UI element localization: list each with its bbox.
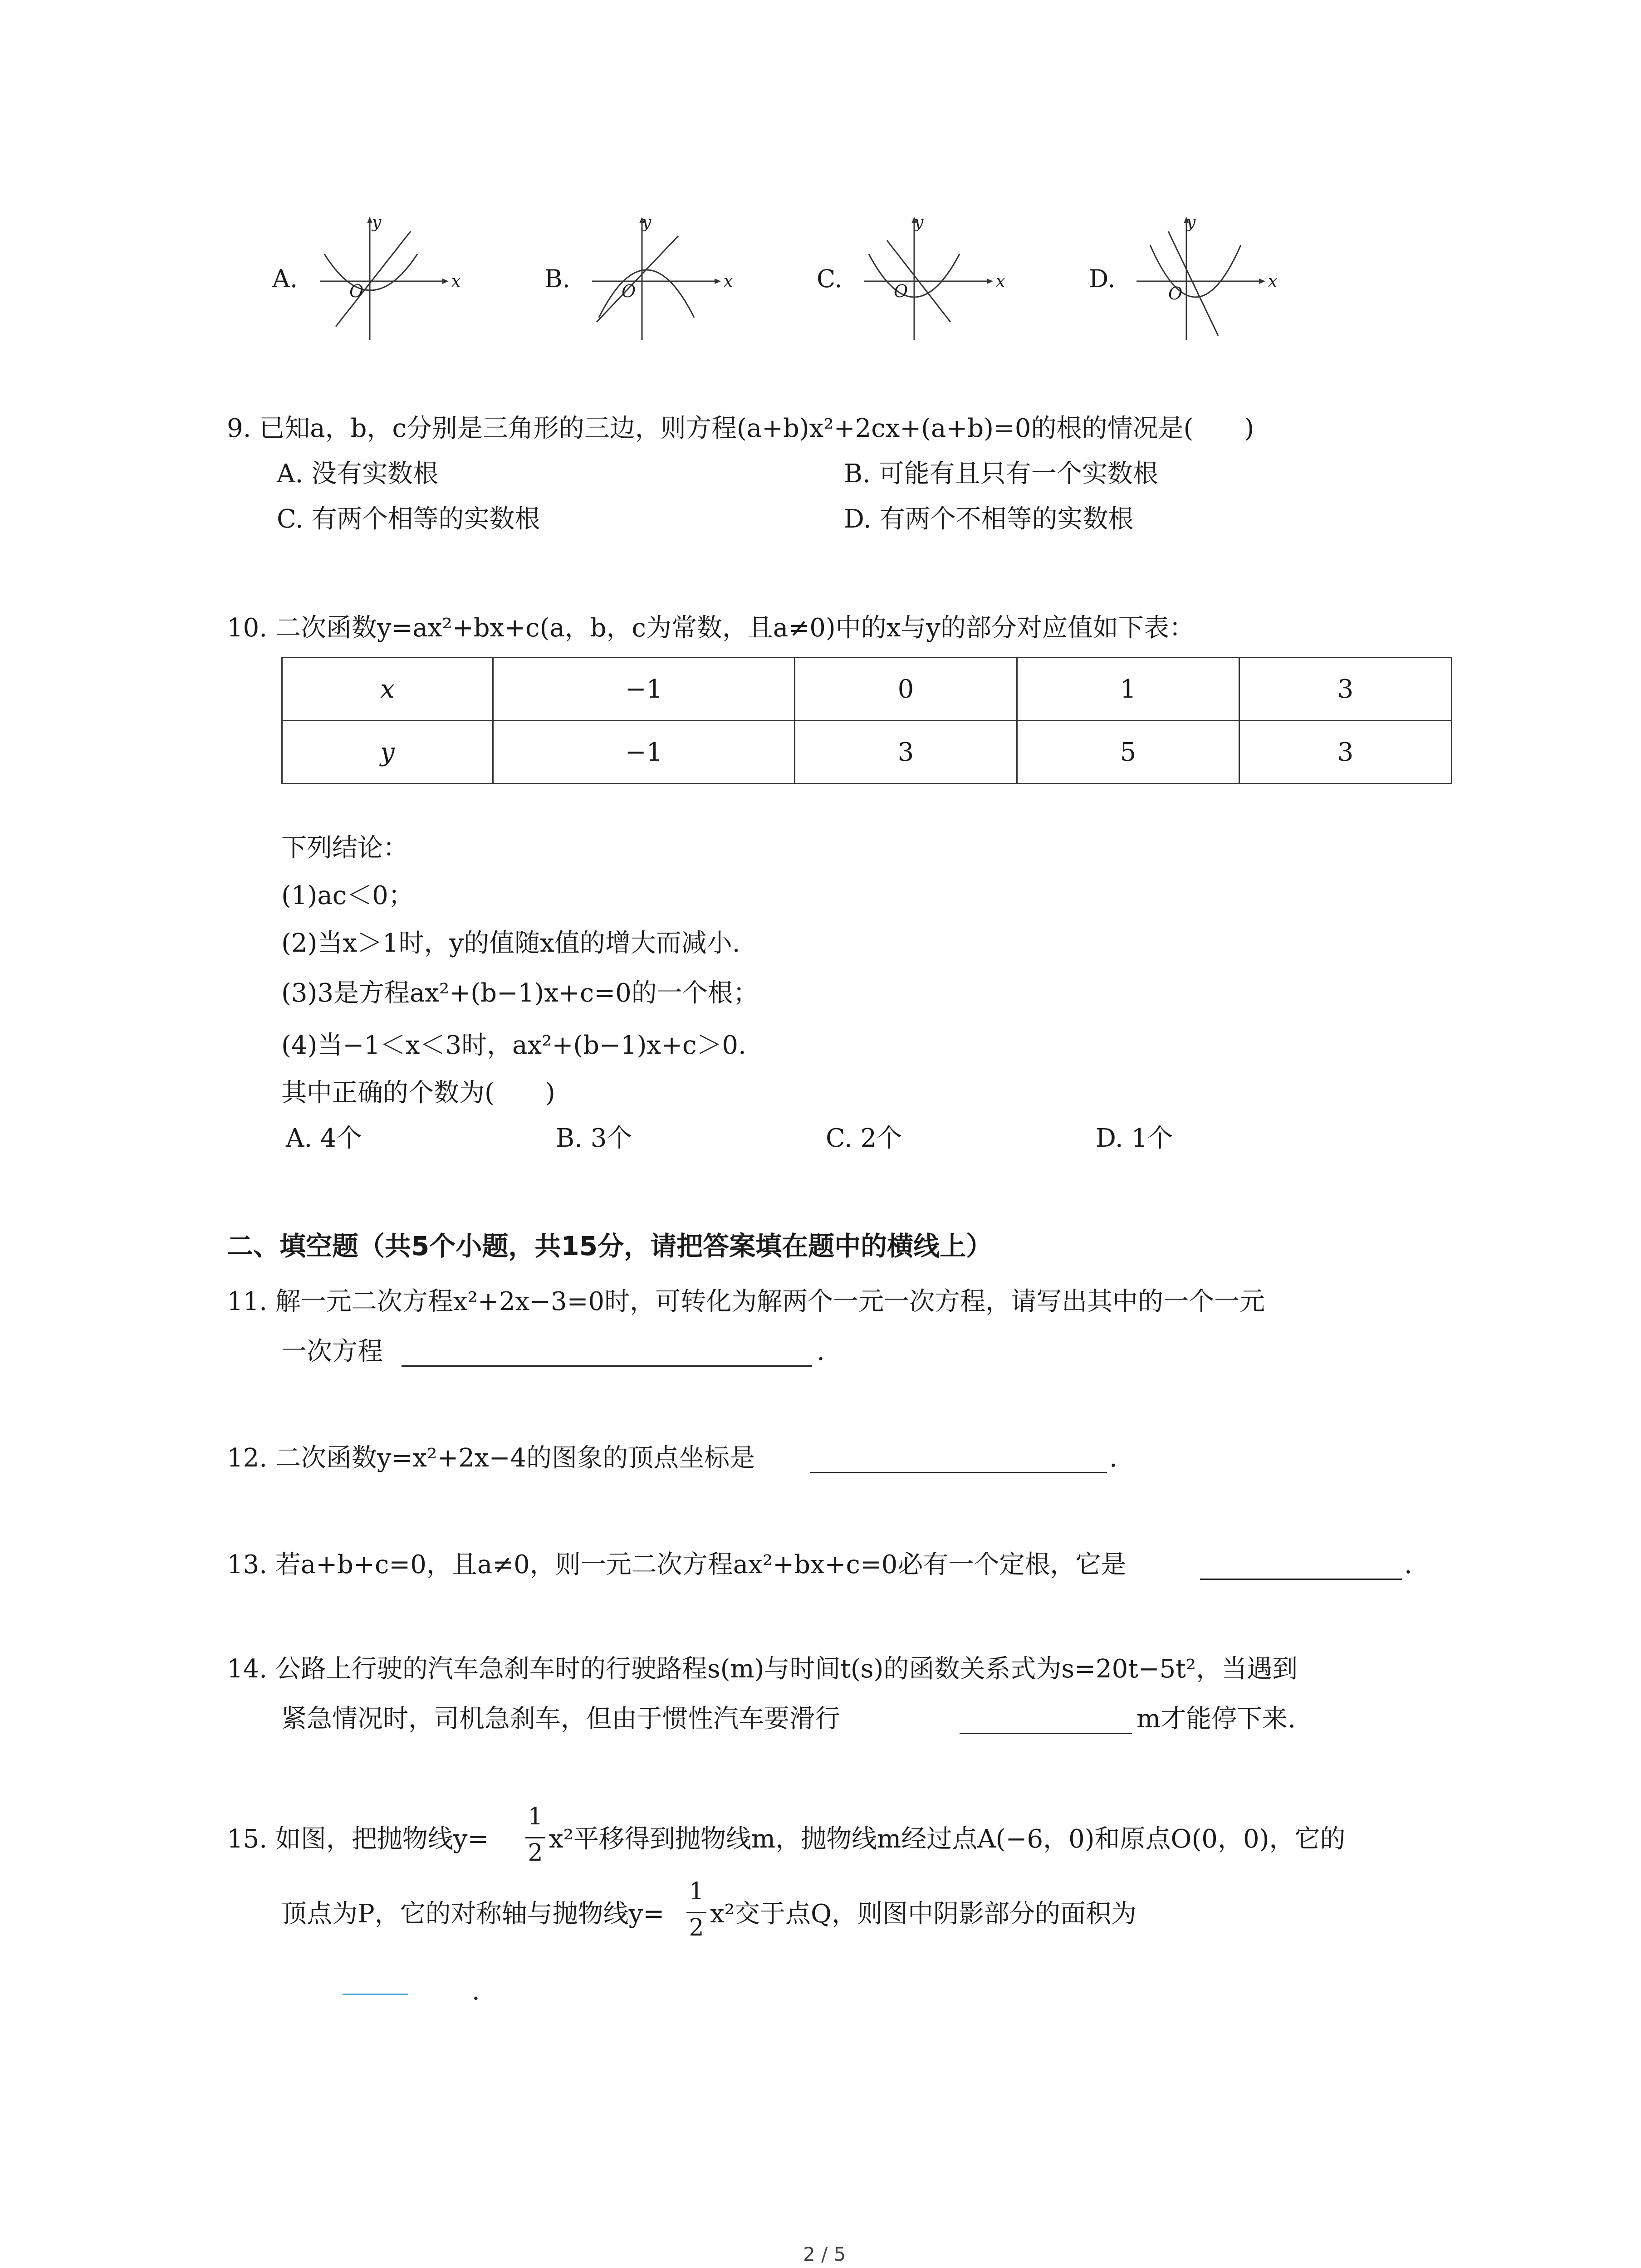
section-title: 二、填空题（共5个小题，共15分，请把答案填在题中的横线上） (227, 1231, 993, 1261)
q12-end: . (1109, 1443, 1117, 1473)
origin-label: O (349, 281, 364, 301)
q8-option-d[interactable] (1089, 213, 1278, 345)
q11-answer-blank[interactable] (402, 1365, 812, 1367)
origin-label: O (894, 281, 908, 301)
table-cell: 1 (1017, 658, 1239, 721)
option-label: C. (817, 264, 843, 293)
q11-line1: 11. 解一元二次方程x²+2x−3=0时，可转化为解两个一元一次方程，请写出其中的一个一元 (227, 1287, 1265, 1316)
table-cell: 3 (1239, 721, 1452, 784)
table-cell: 3 (1239, 658, 1452, 721)
axis-x-label: x (996, 272, 1005, 291)
axis-y-label: y (914, 213, 924, 232)
q10-conclusion-2: (2)当x＞1时，y的值随x值的增大而减小. (281, 929, 740, 958)
option-label: D. (1089, 264, 1116, 293)
q8-option-c[interactable] (817, 213, 1005, 345)
fraction-bar (525, 1837, 545, 1838)
q15-line1b: x²平移得到抛物线m，抛物线m经过点A(−6，0)和原点O(0，0)，它的 (549, 1824, 1346, 1854)
q10-conclusion-intro: 下列结论： (281, 833, 408, 863)
q8-option-b[interactable] (544, 213, 733, 345)
fraction-denominator: 2 (689, 1914, 704, 1941)
q14-answer-blank[interactable] (960, 1733, 1132, 1734)
q13-end: . (1404, 1550, 1412, 1579)
q10-value-table (281, 657, 1452, 784)
origin-label: O (1168, 284, 1183, 303)
axis-x-label: x (724, 272, 733, 291)
q9-option-c[interactable]: C. 有两个相等的实数根 (277, 504, 540, 534)
page-number: 2 / 5 (803, 2243, 846, 2265)
q9-stem: 9. 已知a，b，c分别是三角形的三边，则方程(a+b)x²+2cx+(a+b)=0的根的情况是( ) (227, 414, 1254, 443)
option-label: B. (544, 264, 570, 293)
axis-x-label: x (451, 272, 461, 291)
q14-line2a: 紧急情况时，司机急刹车，但由于惯性汽车要滑行 (281, 1704, 840, 1734)
q13-answer-blank[interactable] (1200, 1579, 1402, 1580)
table-cell: 5 (1017, 721, 1239, 784)
q10-option-b[interactable]: B. 3个 (556, 1124, 632, 1153)
q11-line2: 一次方程 (281, 1337, 383, 1366)
option-label: A. (272, 264, 298, 293)
axis-y-label: y (1186, 213, 1196, 232)
graph-c (860, 213, 996, 345)
q9-option-d[interactable]: D. 有两个不相等的实数根 (844, 504, 1134, 534)
table-cell: y (282, 721, 493, 784)
q9-option-b[interactable]: B. 可能有且只有一个实数根 (844, 459, 1158, 489)
fraction-denominator: 2 (528, 1839, 543, 1867)
axis-y-label: y (372, 213, 382, 232)
q10-option-d[interactable]: D. 1个 (1096, 1124, 1173, 1153)
q15-line2a: 顶点为P，它的对称轴与抛物线y= (281, 1899, 665, 1929)
q15-end: . (472, 1976, 480, 2006)
table-row (282, 658, 1452, 721)
q10-conclusion-3: (3)3是方程ax²+(b−1)x+c=0的一个根； (281, 978, 759, 1008)
q14-line1: 14. 公路上行驶的汽车急刹车时的行驶路程s(m)与时间t(s)的函数关系式为s=20t−5t²，当遇到 (227, 1654, 1298, 1684)
q11-end: . (817, 1337, 825, 1366)
q10-conclusion-1: (1)ac＜0； (281, 881, 414, 910)
table-cell: −1 (493, 658, 795, 721)
q15-line2b: x²交于点Q，则图中阴影部分的面积为 (710, 1899, 1136, 1929)
q10-option-c[interactable]: C. 2个 (826, 1124, 902, 1153)
q14-line2b: m才能停下来. (1136, 1704, 1296, 1734)
axis-x-label: x (1268, 272, 1278, 291)
origin-label: O (622, 281, 636, 301)
graph-b (588, 213, 724, 345)
q8-option-a[interactable] (272, 213, 461, 345)
q10-option-a[interactable]: A. 4个 (286, 1124, 362, 1153)
table-cell: 3 (795, 721, 1017, 784)
q12-answer-blank[interactable] (810, 1472, 1107, 1473)
q10-stem: 10. 二次函数y=ax²+bx+c(a，b，c为常数，且a≠0)中的x与y的部分对应值如下表： (227, 613, 1195, 643)
q10-question: 其中正确的个数为( ) (281, 1078, 555, 1108)
q15-line1a: 15. 如图，把抛物线y= (227, 1824, 489, 1854)
axis-y-label: y (642, 213, 652, 232)
fraction-numerator: 1 (689, 1878, 704, 1905)
table-cell: x (282, 658, 493, 721)
q10-conclusion-4: (4)当−1＜x＜3时，ax²+(b−1)x+c＞0. (281, 1031, 746, 1060)
fraction-bar (686, 1912, 706, 1913)
q9-option-a[interactable]: A. 没有实数根 (277, 459, 439, 489)
table-cell: 0 (795, 658, 1017, 721)
table-cell: −1 (493, 721, 795, 784)
q13-text: 13. 若a+b+c=0，且a≠0，则一元二次方程ax²+bx+c=0必有一个定根，它是 (227, 1550, 1127, 1579)
graph-a (315, 213, 451, 345)
q15-answer-blank[interactable] (343, 1994, 408, 1995)
graph-d (1132, 213, 1268, 345)
fraction-numerator: 1 (528, 1803, 543, 1830)
table-row (282, 721, 1452, 784)
q12-text: 12. 二次函数y=x²+2x−4的图象的顶点坐标是 (227, 1443, 755, 1473)
